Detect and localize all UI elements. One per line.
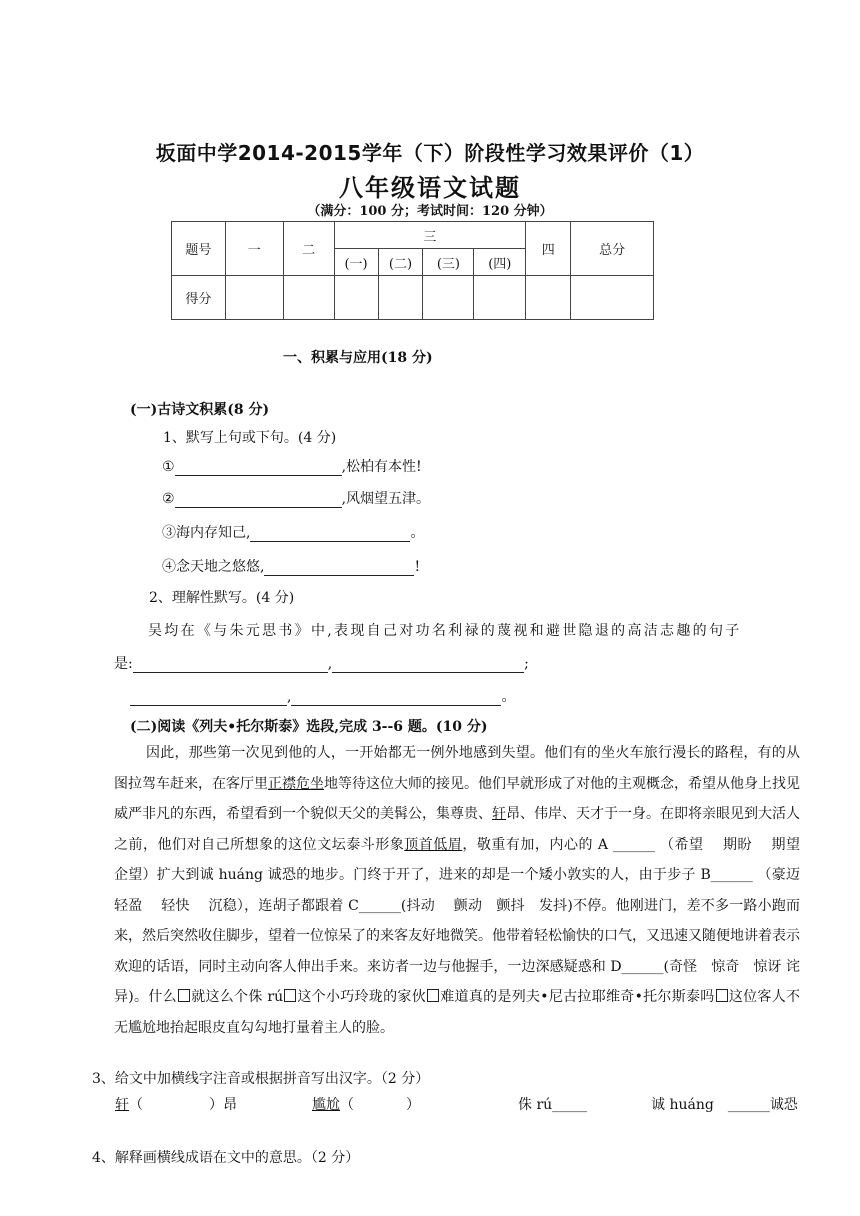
col-header-2: 二	[283, 222, 334, 276]
score-cell[interactable]	[283, 276, 334, 320]
question-3: 3、给文中加横线字注音或根据拼音写出汉字。（2 分）	[92, 1071, 430, 1087]
q1-item-3-text: ③海内存知己,	[162, 525, 251, 541]
reading-passage	[114, 738, 819, 1043]
bracket: （	[129, 1097, 143, 1113]
sub-header-4: (四)	[474, 249, 526, 276]
text: 诚恐	[769, 1097, 798, 1113]
passage-text: 就这么个侏 rú	[190, 989, 284, 1005]
comma: ,	[327, 656, 333, 672]
q1-item-2	[162, 488, 430, 508]
underlined-char: 轩	[115, 1097, 129, 1113]
answer-label: 是:	[114, 656, 133, 672]
pinyin-text: 诚 huáng	[651, 1097, 714, 1113]
q1-item-3	[162, 522, 424, 542]
row-label-question: 题号	[172, 222, 226, 276]
comma: ,	[287, 689, 292, 705]
bracket: ）	[406, 1097, 420, 1113]
q1-item-1-text: ,松柏有本性!	[341, 459, 422, 475]
bracket: ）昂	[209, 1097, 237, 1113]
score-cell[interactable]	[474, 276, 526, 320]
semicolon: ;	[524, 656, 529, 672]
score-cell[interactable]	[334, 276, 378, 320]
q3-item-b	[312, 1094, 420, 1114]
underlined-idiom: 正襟危坐	[268, 775, 324, 792]
q1-item-3-end: 。	[410, 525, 425, 541]
punctuation-box[interactable]	[427, 989, 439, 1002]
score-cell[interactable]	[526, 276, 571, 320]
punctuation-box[interactable]	[178, 989, 190, 1002]
underlined-word: 尴尬	[312, 1097, 340, 1113]
answer-blank[interactable]	[133, 658, 328, 673]
punctuation-box[interactable]	[716, 989, 728, 1002]
score-table	[171, 221, 654, 320]
row-label-score: 得分	[172, 276, 226, 320]
passage-text: 这个小巧玲珑的家伙	[297, 989, 426, 1005]
part-2-heading: (二)阅读《列夫•托尔斯泰》选段,完成 3--6 题。(10 分)	[130, 719, 488, 735]
period: 。	[501, 689, 516, 705]
score-cell[interactable]	[378, 276, 423, 320]
answer-blank[interactable]	[175, 493, 342, 508]
passage-text: ，敬重有加，内心的 A ______ （希望 期盼 期望 企望）扩大到诚 huáng 诚恐的地步。门终于开了，进来的却是一个矮小敦实的人，由于步子 B______ （豪迈 轻盈 轻快 沉稳），连胡子都跟着 C______(抖动 颤动 颤抖 发抖)不停。他刚进门，差不多一路小跑而来，然后突然收住脚步，望着一位惊呆了的来客友好地微笑。他带着轻松愉快的口气，又迅速又随便地讲着表示欢迎的话语，同时主动向客人伸出手来。来访者一边与他握手，一边深感疑惑和 D______(奇怪 惊奇 惊讶 诧异)。什么	[114, 836, 819, 1005]
col-header-1: 一	[225, 222, 283, 276]
passage-text: 难道真的是列夫•尼古拉耶维奇•托尔斯泰吗	[439, 989, 715, 1005]
exam-info: （满分：100 分；考试时间：120 分钟）	[307, 204, 553, 219]
sub-header-2: (二)	[378, 249, 423, 276]
q1-item-1	[162, 456, 422, 476]
sub-header-3: (三)	[423, 249, 474, 276]
passage-text: 因此，那些第一次见到他的人，一开始都无一例外地感到失望。他们有的坐火车旅行漫长的路程，有的从图拉驾车赶来，在客厅里	[114, 745, 800, 792]
col-header-4: 四	[526, 222, 571, 276]
punctuation-box[interactable]	[284, 989, 296, 1002]
score-cell[interactable]	[225, 276, 283, 320]
bracket: （	[340, 1097, 354, 1113]
q3-item-a	[115, 1094, 237, 1114]
question-4: 4、解释画横线成语在文中的意思。（2 分）	[92, 1150, 360, 1166]
answer-blank[interactable]	[175, 461, 342, 476]
q3-item-d	[651, 1094, 798, 1114]
q1-item-4-end: !	[414, 559, 421, 575]
passage-text: 这位客人不无尴尬地抬起眼皮直勾勾地打量着主人的脸。	[114, 989, 801, 1036]
q3-item-c	[518, 1094, 587, 1114]
col-header-total: 总分	[571, 222, 654, 276]
answer-blank[interactable]	[130, 691, 287, 706]
underlined-char: 轩	[492, 806, 506, 822]
question-2-text: 吴均在《与朱元思书》中,表现自己对功名利禄的蔑视和避世隐退的高洁志趣的句子	[148, 623, 742, 639]
q1-item-4	[162, 556, 420, 576]
underlined-idiom: 顶首低眉	[404, 836, 463, 853]
question-2-answer-line-2	[130, 686, 515, 706]
exam-title: 坂面中学2014-2015学年（下）阶段性学习效果评价（1）	[155, 141, 705, 165]
answer-blank[interactable]: _____	[552, 1097, 588, 1113]
q1-item-2-text: ,风烟望五津。	[341, 491, 431, 507]
exam-subtitle: 八年级语文试题	[339, 173, 521, 202]
q1-item-1-num: ①	[162, 459, 175, 475]
answer-blank[interactable]	[332, 658, 524, 673]
col-header-3: 三	[334, 222, 526, 249]
answer-blank[interactable]: ______	[727, 1097, 770, 1113]
pinyin-text: 侏 rú	[518, 1097, 553, 1113]
question-1: 1、默写上句或下句。(4 分)	[163, 430, 337, 446]
q1-item-2-num: ②	[162, 491, 175, 507]
passage-text: 昂、伟岸、天才于一身。在即将亲眼见到大活人之前，他们对自己所想象的这位文坛泰斗形象	[114, 806, 800, 853]
answer-blank[interactable]	[250, 527, 410, 542]
answer-blank[interactable]	[264, 561, 414, 576]
passage-text: 地等待这位大师的接见。他们早就形成了对他的主观概念，希望从他身上找见威严非凡的东西，希望看到一个貌似天父的美髯公，集尊贵、	[114, 775, 800, 822]
q1-item-4-text: ④念天地之悠悠,	[162, 559, 265, 575]
score-cell[interactable]	[423, 276, 474, 320]
score-cell[interactable]	[571, 276, 654, 320]
question-2-answer-line-1	[114, 653, 529, 673]
question-2: 2、理解性默写。(4 分)	[149, 590, 295, 606]
sub-header-1: (一)	[334, 249, 378, 276]
part-1-heading: (一)古诗文积累(8 分)	[130, 402, 270, 418]
answer-blank[interactable]	[291, 691, 501, 706]
section-1-heading: 一、积累与应用(18 分)	[283, 350, 433, 366]
